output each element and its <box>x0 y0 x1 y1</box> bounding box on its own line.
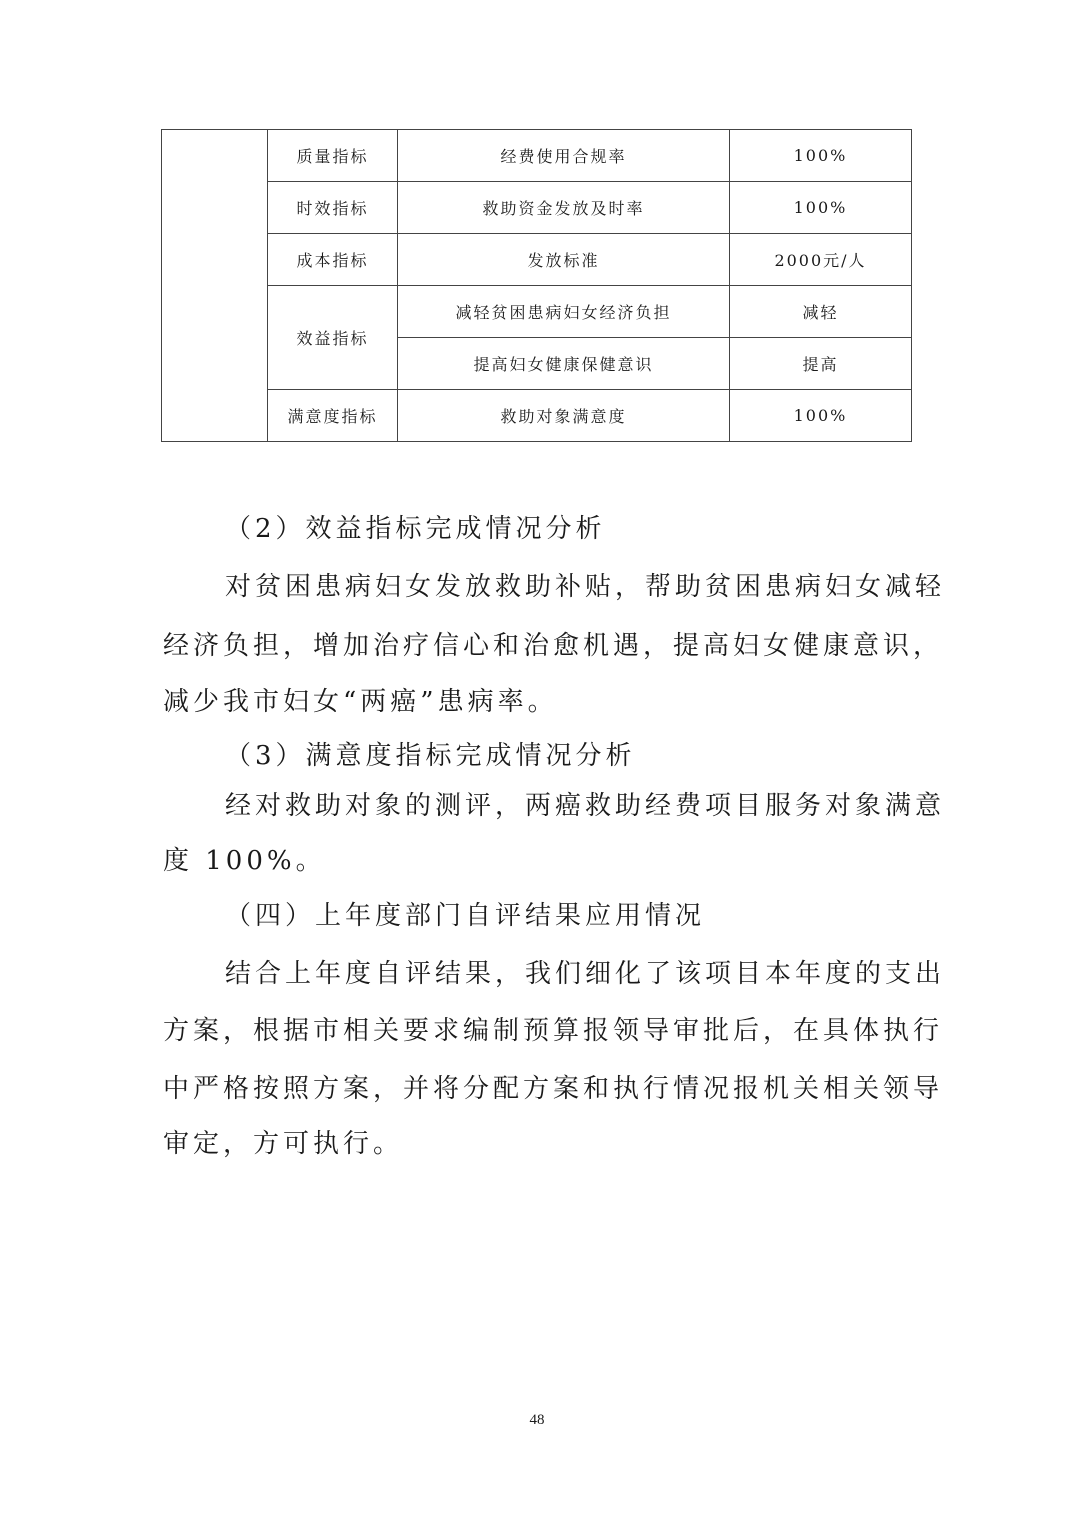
metric-type-cell: 质量指标 <box>268 130 398 182</box>
section-heading-benefit: （2）效益指标完成情况分析 <box>225 514 606 544</box>
table-row <box>162 390 912 442</box>
metric-value-cell: 2000元/人 <box>730 234 912 286</box>
paragraph-line: 对贫困患病妇女发放救助补贴，帮助贫困患病妇女减轻 <box>225 572 946 602</box>
paragraph-line: 经对救助对象的测评，两癌救助经费项目服务对象满意 <box>225 791 946 821</box>
paragraph-line: 度 100%。 <box>163 846 326 876</box>
table-row <box>162 234 912 286</box>
metric-value-cell: 100% <box>730 182 912 234</box>
metric-value-cell: 100% <box>730 390 912 442</box>
metric-value-cell: 100% <box>730 130 912 182</box>
metric-type-cell: 时效指标 <box>268 182 398 234</box>
paragraph-line: 结合上年度自评结果，我们细化了该项目本年度的支出 <box>225 959 946 989</box>
metric-value-cell: 提高 <box>730 338 912 390</box>
metric-name-cell: 发放标准 <box>398 234 730 286</box>
metric-name-cell: 提高妇女健康保健意识 <box>398 338 730 390</box>
metric-type-cell: 成本指标 <box>268 234 398 286</box>
section-heading-satisfaction: （3）满意度指标完成情况分析 <box>225 741 636 771</box>
paragraph-line: 中严格按照方案，并将分配方案和执行情况报机关相关领导 <box>163 1074 944 1104</box>
metric-name-cell: 减轻贫困患病妇女经济负担 <box>398 286 730 338</box>
paragraph-line: 减少我市妇女“两癌”患病率。 <box>163 687 558 717</box>
metric-type-cell: 效益指标 <box>268 286 398 390</box>
table-row <box>162 130 912 182</box>
table-row <box>162 182 912 234</box>
metric-name-cell: 救助资金发放及时率 <box>398 182 730 234</box>
paragraph-line: 经济负担，增加治疗信心和治愈机遇，提高妇女健康意识， <box>163 631 944 661</box>
paragraph-line: 方案，根据市相关要求编制预算报领导审批后，在具体执行 <box>163 1016 944 1046</box>
table-row <box>162 286 912 338</box>
performance-metrics-table <box>161 129 912 442</box>
category-cell-empty <box>162 130 268 442</box>
metric-name-cell: 经费使用合规率 <box>398 130 730 182</box>
metric-type-cell: 满意度指标 <box>268 390 398 442</box>
metric-value-cell: 减轻 <box>730 286 912 338</box>
paragraph-line: 审定，方可执行。 <box>163 1129 404 1159</box>
page-number: 48 <box>529 1412 545 1428</box>
section-heading-self-evaluation: （四）上年度部门自评结果应用情况 <box>225 901 706 931</box>
metric-name-cell: 救助对象满意度 <box>398 390 730 442</box>
